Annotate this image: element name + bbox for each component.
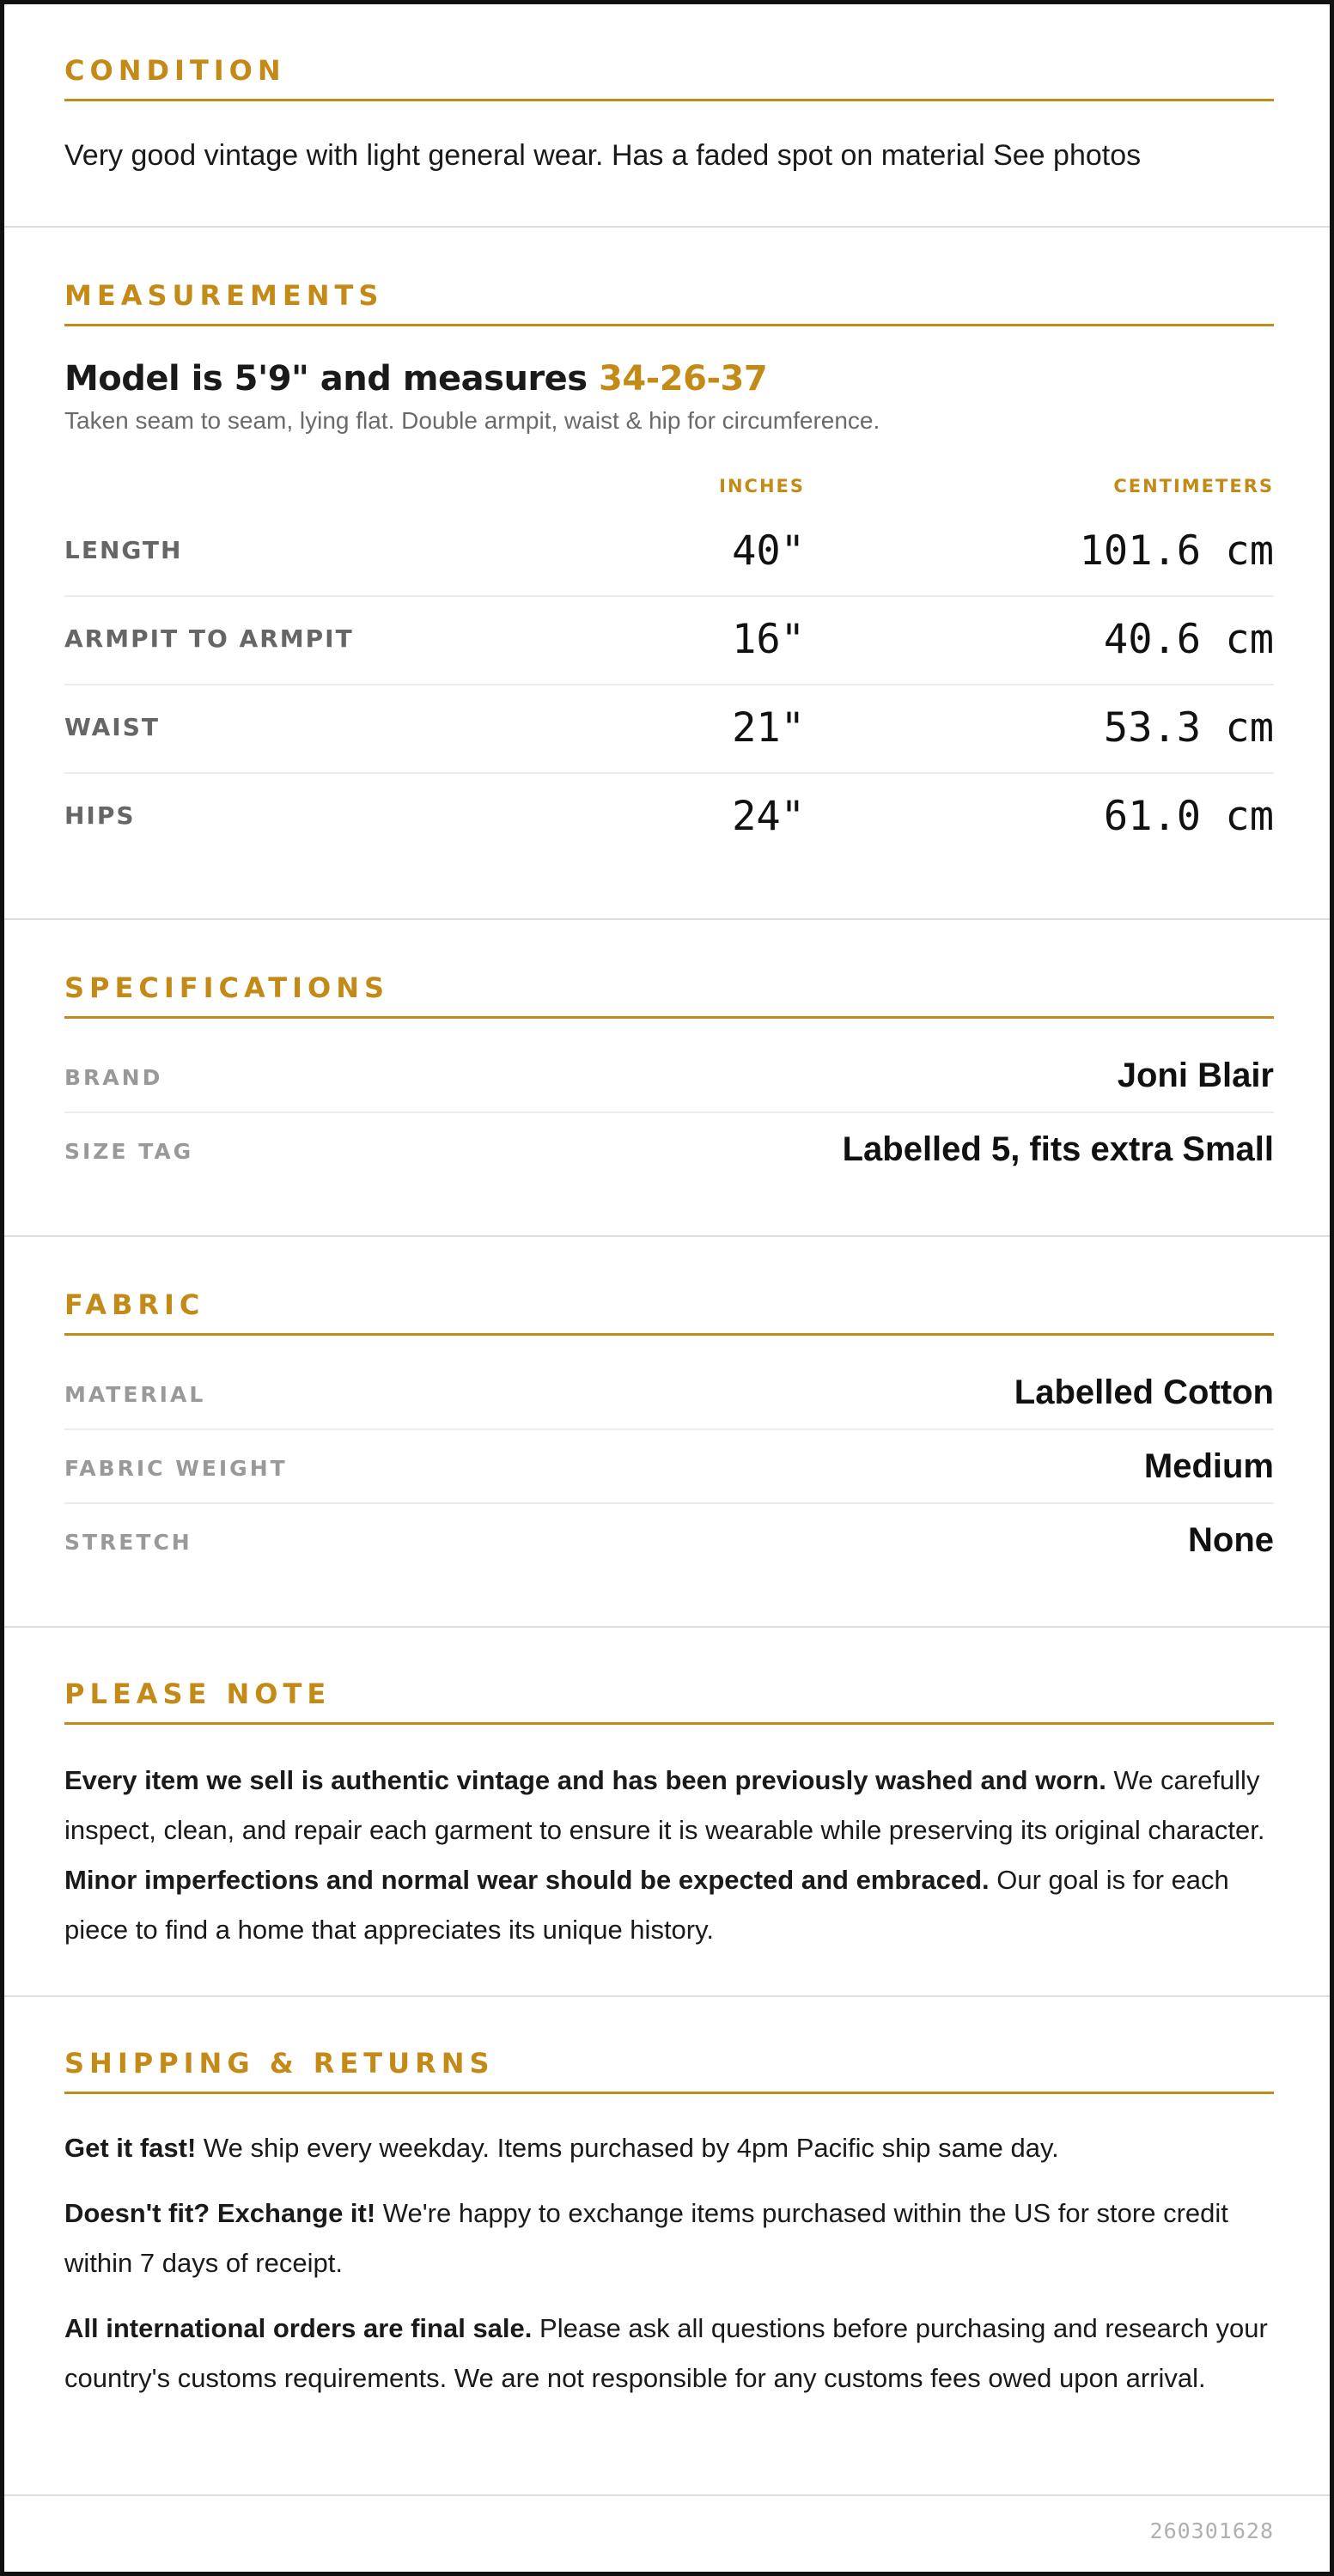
measurement-label: HIPS bbox=[64, 801, 136, 830]
fabric-value: Labelled Cotton bbox=[1014, 1373, 1274, 1411]
shipping-returns-section bbox=[4, 1997, 1330, 2496]
fabric-label: STRETCH bbox=[64, 1530, 192, 1555]
measurement-row-hips bbox=[64, 774, 1274, 862]
spec-row-brand bbox=[64, 1039, 1274, 1113]
note-bold-2: Minor imperfections and normal wear should be expected and embraced. bbox=[64, 1865, 990, 1895]
measurement-inches: 21" bbox=[732, 704, 805, 752]
measurement-row-waist bbox=[64, 685, 1274, 774]
shipping-text: Please ask all questions before purchasing and research your country's customs requirements. We are not responsible for any customs fees owed upon arrival. bbox=[64, 2313, 1268, 2393]
model-prefix: Model is 5'9" and measures bbox=[64, 359, 600, 399]
measurement-row-armpit bbox=[64, 597, 1274, 685]
shipping-bold: Doesn't fit? Exchange it! bbox=[64, 2198, 376, 2228]
measurement-inches: 24" bbox=[732, 793, 805, 840]
fabric-row-stretch bbox=[64, 1504, 1274, 1578]
fabric-label: FABRIC WEIGHT bbox=[64, 1456, 288, 1481]
measurement-inches: 16" bbox=[732, 616, 805, 663]
measurements-heading: MEASUREMENTS bbox=[64, 279, 1274, 326]
specifications-list bbox=[64, 1039, 1274, 1187]
model-measures-line bbox=[64, 359, 1274, 399]
spec-value: Joni Blair bbox=[1117, 1057, 1274, 1094]
please-note-section bbox=[4, 1628, 1330, 1997]
fabric-row-material bbox=[64, 1356, 1274, 1430]
note-bold-1: Every item we sell is authentic vintage and has been previously washed and worn. bbox=[64, 1765, 1106, 1795]
centimeters-column-header: CENTIMETERS bbox=[1113, 476, 1274, 496]
footer bbox=[4, 2496, 1330, 2572]
measurement-label: WAIST bbox=[64, 713, 160, 741]
measurement-inches: 40" bbox=[732, 527, 805, 575]
measurement-label: ARMPIT TO ARMPIT bbox=[64, 624, 354, 653]
shipping-paragraph-fast bbox=[64, 2123, 1274, 2173]
spec-value: Labelled 5, fits extra Small bbox=[842, 1130, 1274, 1168]
shipping-text: We ship every weekday. Items purchased by 4pm Pacific ship same day. bbox=[196, 2133, 1059, 2163]
measurements-table bbox=[64, 509, 1274, 862]
measurement-label: LENGTH bbox=[64, 536, 183, 564]
measurement-centimeters: 53.3 cm bbox=[1103, 704, 1274, 752]
measurements-section bbox=[4, 228, 1330, 920]
spec-label: BRAND bbox=[64, 1065, 163, 1090]
shipping-bold: All international orders are final sale. bbox=[64, 2313, 533, 2343]
fabric-value: None bbox=[1188, 1521, 1274, 1559]
specifications-section bbox=[4, 920, 1330, 1237]
shipping-paragraph-exchange bbox=[64, 2189, 1274, 2288]
fabric-section bbox=[4, 1237, 1330, 1628]
measurement-centimeters: 61.0 cm bbox=[1103, 793, 1274, 840]
note-text-1: We carefully inspect, clean, and repair each garment to ensure it is wearable while preserving its original character. bbox=[64, 1765, 1265, 1845]
condition-heading: CONDITION bbox=[64, 54, 1274, 101]
shipping-paragraph-international bbox=[64, 2304, 1274, 2403]
shipping-bold: Get it fast! bbox=[64, 2133, 197, 2163]
model-measures-value: 34-26-37 bbox=[599, 359, 768, 399]
spec-row-size-tag bbox=[64, 1113, 1274, 1187]
shipping-text: We're happy to exchange items purchased within the US for store credit within 7 days of receipt. bbox=[64, 2198, 1228, 2278]
measurements-subtitle: Taken seam to seam, lying flat. Double armpit, waist & hip for circumference. bbox=[64, 407, 880, 434]
specifications-heading: SPECIFICATIONS bbox=[64, 971, 1274, 1019]
fabric-label: MATERIAL bbox=[64, 1382, 206, 1407]
measurement-centimeters: 101.6 cm bbox=[1079, 527, 1274, 575]
condition-text: Very good vintage with light general wear. Has a faded spot on material See photos bbox=[64, 139, 1142, 172]
note-text-2: Our goal is for each piece to find a home that appreciates its unique history. bbox=[64, 1865, 1229, 1945]
please-note-heading: PLEASE NOTE bbox=[64, 1678, 1274, 1725]
fabric-row-weight bbox=[64, 1430, 1274, 1504]
spec-label: SIZE TAG bbox=[64, 1139, 194, 1164]
measurement-centimeters: 40.6 cm bbox=[1103, 616, 1274, 663]
please-note-text bbox=[64, 1756, 1274, 1955]
fabric-list bbox=[64, 1356, 1274, 1578]
measurements-column-headers bbox=[64, 457, 1274, 509]
fabric-value: Medium bbox=[1143, 1447, 1274, 1485]
fabric-heading: FABRIC bbox=[64, 1288, 1274, 1336]
shipping-heading: SHIPPING & RETURNS bbox=[64, 2047, 1274, 2094]
measurement-row-length bbox=[64, 509, 1274, 597]
inches-column-header: INCHES bbox=[719, 476, 805, 496]
condition-section bbox=[4, 4, 1330, 228]
item-code: 260301628 bbox=[1149, 2518, 1274, 2543]
